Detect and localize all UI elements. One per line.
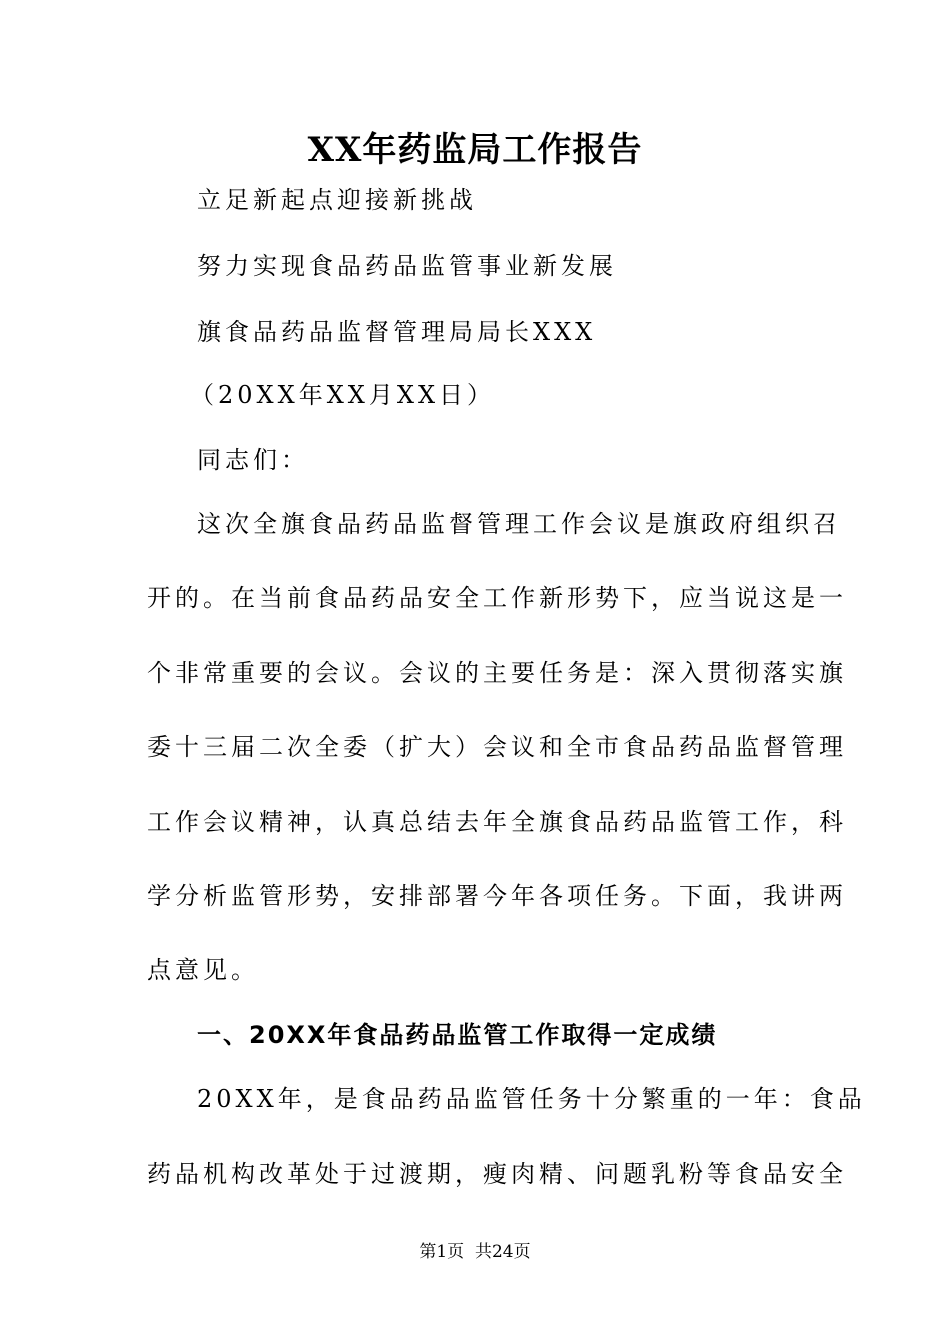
paragraph-2-line-1: 20XX年，是食品药品监管任务十分繁重的一年：食品 — [197, 1085, 866, 1113]
subtitle-line-1: 立足新起点迎接新挑战 — [197, 186, 477, 214]
paragraph-1-line-2: 开的。在当前食品药品安全工作新形势下，应当说这是一 — [147, 584, 847, 612]
page-footer: 第1页 共24页 — [419, 1242, 531, 1262]
paragraph-1-line-3: 个非常重要的会议。会议的主要任务是：深入贯彻落实旗 — [147, 659, 847, 687]
document-title: XX年药监局工作报告 — [307, 130, 643, 170]
author-line: 旗食品药品监督管理局局长XXX — [197, 318, 597, 346]
paragraph-1-line-4: 委十三届二次全委（扩大）会议和全市食品药品监督管理 — [147, 733, 847, 761]
date-line: （20XX年XX月XX日） — [190, 381, 496, 409]
paragraph-1-line-7: 点意见。 — [147, 956, 259, 984]
section-heading: 一、20XX年食品药品监管工作取得一定成绩 — [197, 1021, 718, 1049]
paragraph-1-line-6: 学分析监管形势，安排部署今年各项任务。下面，我讲两 — [147, 882, 847, 910]
paragraph-1-line-1: 这次全旗食品药品监督管理工作会议是旗政府组织召 — [197, 510, 841, 538]
salutation: 同志们： — [197, 446, 309, 474]
paragraph-1-line-5: 工作会议精神，认真总结去年全旗食品药品监管工作，科 — [147, 808, 847, 836]
subtitle-line-2: 努力实现食品药品监管事业新发展 — [197, 252, 617, 280]
paragraph-2-line-2: 药品机构改革处于过渡期，瘦肉精、问题乳粉等食品安全 — [147, 1160, 847, 1188]
